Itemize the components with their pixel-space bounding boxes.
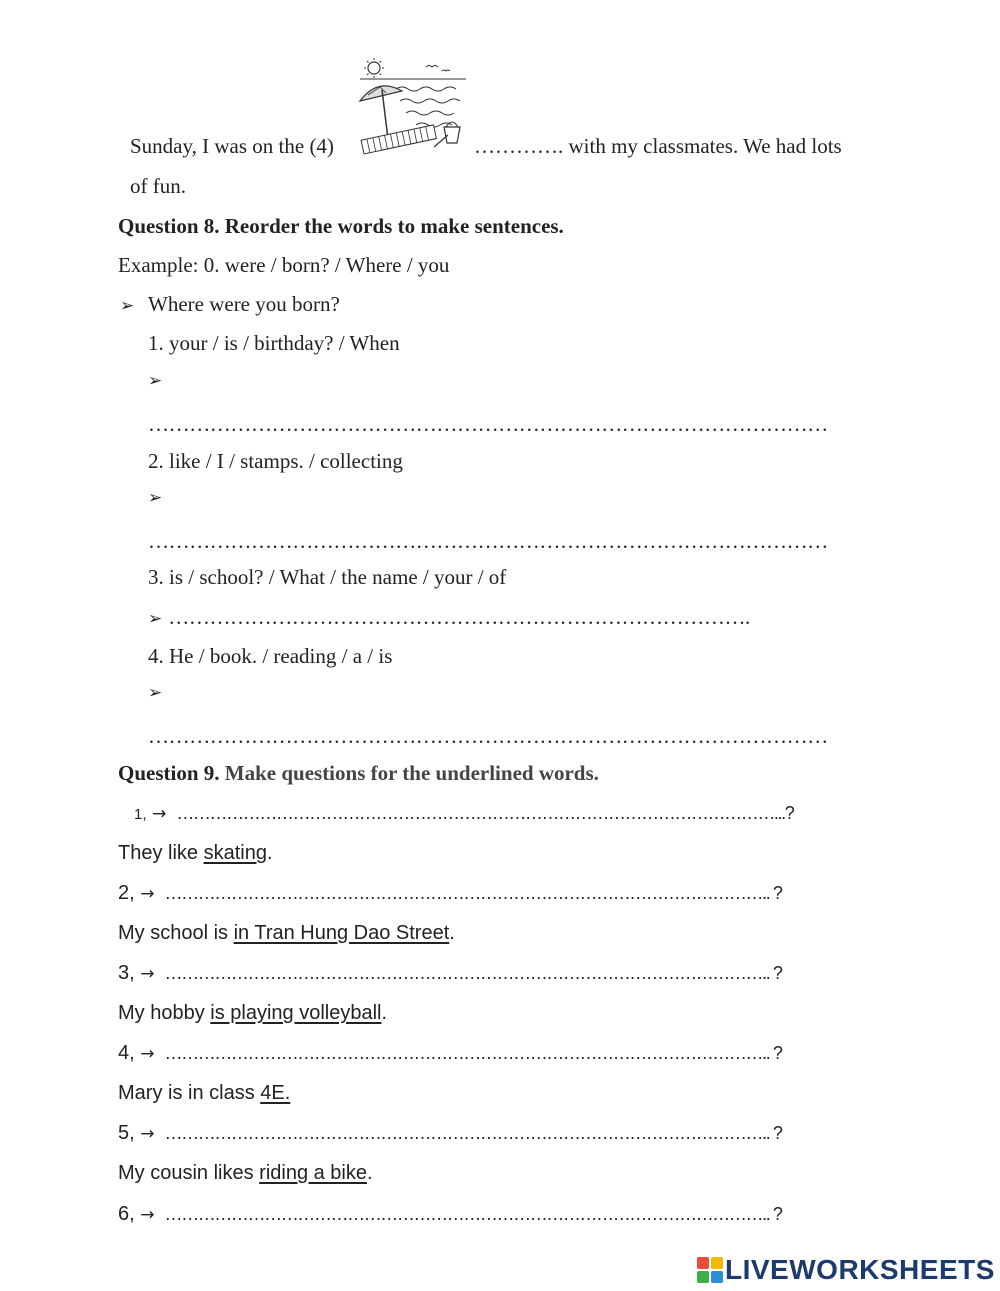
logo-squares-icon bbox=[697, 1257, 723, 1283]
arrow-bullet-icon: ➢ bbox=[148, 488, 163, 508]
q9-answer-number: 2, bbox=[118, 882, 135, 904]
sentence-text: My school is bbox=[118, 922, 234, 944]
underlined-phrase: is playing volleyball bbox=[210, 1002, 382, 1024]
sentence-text: My cousin likes bbox=[118, 1162, 260, 1184]
q9-sentence-3 bbox=[118, 1002, 387, 1025]
logo-square bbox=[711, 1257, 723, 1269]
q8-item-2-answer-line[interactable]: ……………………………………………………………………………………… bbox=[148, 529, 828, 553]
right-arrow-icon: → bbox=[140, 1044, 155, 1064]
q9-answer-line[interactable]: ……………………………………………………………………………………………….. ? bbox=[164, 963, 782, 983]
q8-item-4-prompt: 4. He / book. / reading / a / is bbox=[148, 644, 393, 668]
sentence-punctuation: . bbox=[381, 1002, 388, 1024]
q9-answer-line[interactable]: ……………………………………………………………………………………………….. ? bbox=[164, 1123, 782, 1143]
sentence-punctuation: . bbox=[266, 842, 273, 864]
q9-answer-row-1 bbox=[134, 802, 793, 825]
q9-answer-row-4 bbox=[118, 1042, 782, 1065]
arrow-bullet-icon: ➢ bbox=[148, 683, 163, 703]
sentence-punctuation: . bbox=[449, 922, 455, 944]
q9-sentence-2 bbox=[118, 922, 455, 945]
right-arrow-icon: → bbox=[140, 964, 155, 984]
story-line-1-start: Sunday, I was on the (4) bbox=[130, 134, 334, 158]
story-line-2: of fun. bbox=[130, 174, 186, 198]
right-arrow-icon: → bbox=[152, 804, 167, 824]
arrow-bullet-icon: ➢ bbox=[148, 609, 163, 629]
underlined-phrase: 4E. bbox=[260, 1082, 291, 1104]
q8-item-1-answer-line[interactable]: ……………………………………………………………………………………… bbox=[148, 412, 828, 436]
q9-answer-row-5 bbox=[118, 1122, 782, 1145]
q9-sentence-1 bbox=[118, 842, 273, 865]
example-answer: Where were you born? bbox=[148, 292, 340, 316]
q9-answer-number: 5, bbox=[118, 1122, 135, 1144]
right-arrow-icon: → bbox=[140, 884, 155, 904]
question-9-label: Question 9. bbox=[118, 761, 220, 785]
example-answer-row bbox=[120, 292, 340, 317]
logo-square bbox=[697, 1257, 709, 1269]
q9-sentence-5 bbox=[118, 1162, 373, 1185]
q9-answer-line[interactable]: ……………………………………………………………………………………………….. ? bbox=[164, 1043, 782, 1063]
underlined-phrase: skating bbox=[203, 842, 267, 864]
q9-sentence-4 bbox=[118, 1082, 290, 1105]
q9-answer-number: 6, bbox=[118, 1203, 135, 1225]
arrow-bullet-icon: ➢ bbox=[120, 296, 135, 316]
q8-item-4-answer-line[interactable]: ……………………………………………………………………………………… bbox=[148, 724, 828, 748]
sentence-text: They like bbox=[118, 842, 204, 864]
story-line-1-end: …………. with my classmates. We had lots bbox=[474, 134, 842, 158]
beach-picture bbox=[356, 57, 469, 157]
q9-answer-number: 1, bbox=[134, 806, 147, 823]
logo-square bbox=[711, 1271, 723, 1283]
question-8-example: Example: 0. were / born? / Where / you bbox=[118, 253, 450, 277]
q9-answer-line[interactable]: ………………………………………………………………………………………………...? bbox=[176, 803, 794, 823]
q9-answer-line[interactable]: ……………………………………………………………………………………………….. ? bbox=[164, 883, 782, 903]
q9-answer-row-2 bbox=[118, 882, 782, 905]
q9-answer-row-3 bbox=[118, 962, 782, 985]
underlined-phrase: in Tran Hung Dao Street bbox=[233, 922, 450, 944]
underlined-phrase: riding a bike bbox=[259, 1162, 367, 1184]
q8-item-1-prompt: 1. your / is / birthday? / When bbox=[148, 331, 400, 355]
sentence-text: Mary is in class bbox=[118, 1082, 261, 1104]
q8-item-3-answer-line[interactable]: …………………………………………………………………………. bbox=[168, 605, 750, 629]
question-8-title: Question 8. Reorder the words to make sentences. bbox=[118, 214, 564, 238]
logo-square bbox=[697, 1271, 709, 1283]
right-arrow-icon: → bbox=[140, 1124, 155, 1144]
q8-item-3-prompt: 3. is / school? / What / the name / your / of bbox=[148, 565, 507, 589]
q8-item-3-answer-row bbox=[148, 605, 750, 630]
q9-answer-number: 3, bbox=[118, 962, 135, 984]
liveworksheets-logo[interactable] bbox=[697, 1253, 995, 1287]
arrow-bullet-icon: ➢ bbox=[148, 371, 163, 391]
sentence-punctuation: . bbox=[367, 1162, 373, 1184]
q9-answer-line[interactable]: ……………………………………………………………………………………………….. ? bbox=[164, 1204, 782, 1224]
logo-text: LIVEWORKSHEETS bbox=[725, 1254, 995, 1285]
q9-answer-number: 4, bbox=[118, 1042, 135, 1064]
sentence-text: My hobby bbox=[118, 1002, 211, 1024]
q8-item-2-prompt: 2. like / I / stamps. / collecting bbox=[148, 449, 403, 473]
q9-answer-row-6 bbox=[118, 1203, 782, 1226]
question-9-title bbox=[118, 761, 599, 786]
right-arrow-icon: → bbox=[140, 1205, 155, 1225]
question-9-instruction: Make questions for the underlined words. bbox=[219, 761, 599, 785]
